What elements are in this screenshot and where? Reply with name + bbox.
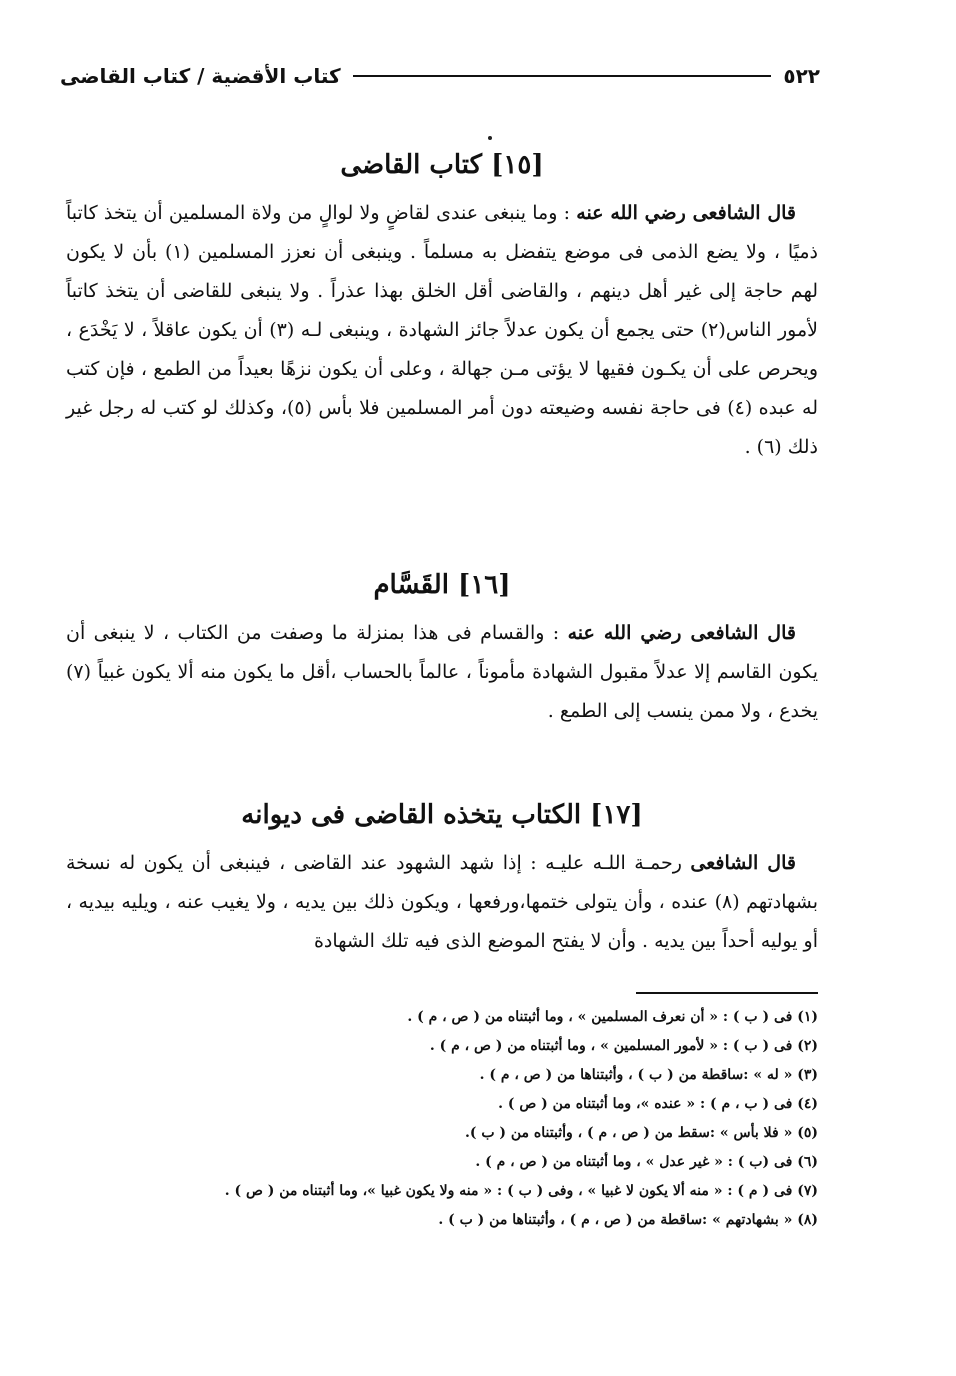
paragraph-text: : وما ينبغى عندى لقاضٍ ولا لوالٍ من ولاة المسلمين أن يتخذ كاتباً ذميًا ، ولا يضع الذمى فى موضع يتفضل به مسلماً . وينبغى أن نعزز المسلمين (١) بأن لا يكون لهم حاجة إلى غير أهل دينهم ، والقاضى أقل الخلق بهذا عذراً . ولا ينبغى للقاضى أن يتخذ كاتباً لأمور الناس(٢) حتى يجمع أن يكون عدلاً جائز الشهادة ، وينبغى لـه (٣) أن يكون عاقلاً ، لا يَخْدَع ، ويحرص على أن يكـون فقيها لا يؤتى مـن جهالة ، وعلى أن يكون نزهًا بعيداً من الطمع ، فإن كتب له عبده (٤) فى حاجة نفسه وضيعته دون أمر المسلمين فلا بأس (٥)، وكذلك لو كتب له رجل غير ذلك (٦) . [66, 202, 819, 458]
footnote: (٢) فى ( ب ) : « لأمور المسلمين » ، وما أثبتناه من ( ص ، م ) . [429, 1038, 818, 1054]
section-paragraph [66, 844, 818, 961]
ornament-dot [488, 136, 492, 140]
footnote: (٨) « بشهادتهم » :ساقطة من ( ص ، م ) ، وأثبتناها من ( ب ) . [438, 1212, 818, 1228]
page-number: ٥٢٢ [783, 64, 820, 88]
page-header [60, 58, 820, 94]
section-15 [66, 150, 818, 467]
footnote: (٦) فى (ب ) : « غير عدل » ، وما أثبتناه من ( ص ، م ) . [475, 1154, 818, 1170]
footnotes-rule [636, 992, 818, 994]
section-heading: [١٧] الكتاب يتخذه القاضى فى ديوانه [241, 800, 643, 830]
section-16 [66, 570, 818, 731]
running-title: كتاب الأقضية / كتاب القاضى [60, 64, 341, 88]
section-paragraph [66, 194, 818, 467]
paragraph-lead: قال الشافعى رضي الله عنه [576, 202, 796, 224]
paragraph-lead: قال الشافعى رضي الله عنه [567, 622, 796, 644]
section-heading: [١٦] القَسَّام [373, 570, 511, 600]
section-heading: [١٥] كتاب القاضى [340, 150, 544, 180]
section-17 [66, 800, 818, 961]
header-rule [353, 75, 772, 77]
footnote: (٥) « فلا بأس » :سقط من ( ص ، م ) ، وأثبتناه من ( ب ). [464, 1125, 818, 1141]
footnotes-list [66, 1003, 818, 1235]
paragraph-lead: قال الشافعى [690, 852, 796, 874]
footnote: (٣) « له » :ساقطة من ( ب ) ، وأثبتناها من ( ص ، م ) . [479, 1067, 818, 1083]
paragraph-text: رحمـة اللـه عليـه : إذا شهد الشهود عند القاضى ، فينبغى أن يكون له نسخة بشهادتهم (٨) عنده ، وأن يتولى ختمها،ورفعها ، ويكون ذلك بين يديه ، ولا يغيب عنه ، ويليه بيديه ، أو يوليه أحداً بين يديه . وأن لا يفتح الموضع الذى فيه تلك الشهادة [66, 852, 819, 952]
paragraph-text: : والقسام فى هذا بمنزلة ما وصفت من الكتاب ، لا ينبغى أن يكون القاسم إلا عدلاً مقبول الشهادة مأموناً ، عالماً بالحساب ،أقل ما يكون منه ألا يكون غبياً (٧) يخدع ، ولا ممن ينسب إلى الطمع . [66, 622, 818, 722]
footnote: (٤) فى ( ب ، م ) : « عنده »، وما أثبتناه من ( ص ) . [498, 1096, 818, 1112]
footnote: (١) فى ( ب ) : « أن نعرف المسلمين » ، وما أثبتناه من ( ص ، م ) . [407, 1009, 818, 1025]
footnote: (٧) فى ( م ) : « منه ألا يكون لا غبيا » ، وفى ( ب ) : « منه ولا يكون غبيا »، وما أثبتناه من ( ص ) . [224, 1183, 818, 1199]
section-paragraph [66, 614, 818, 731]
